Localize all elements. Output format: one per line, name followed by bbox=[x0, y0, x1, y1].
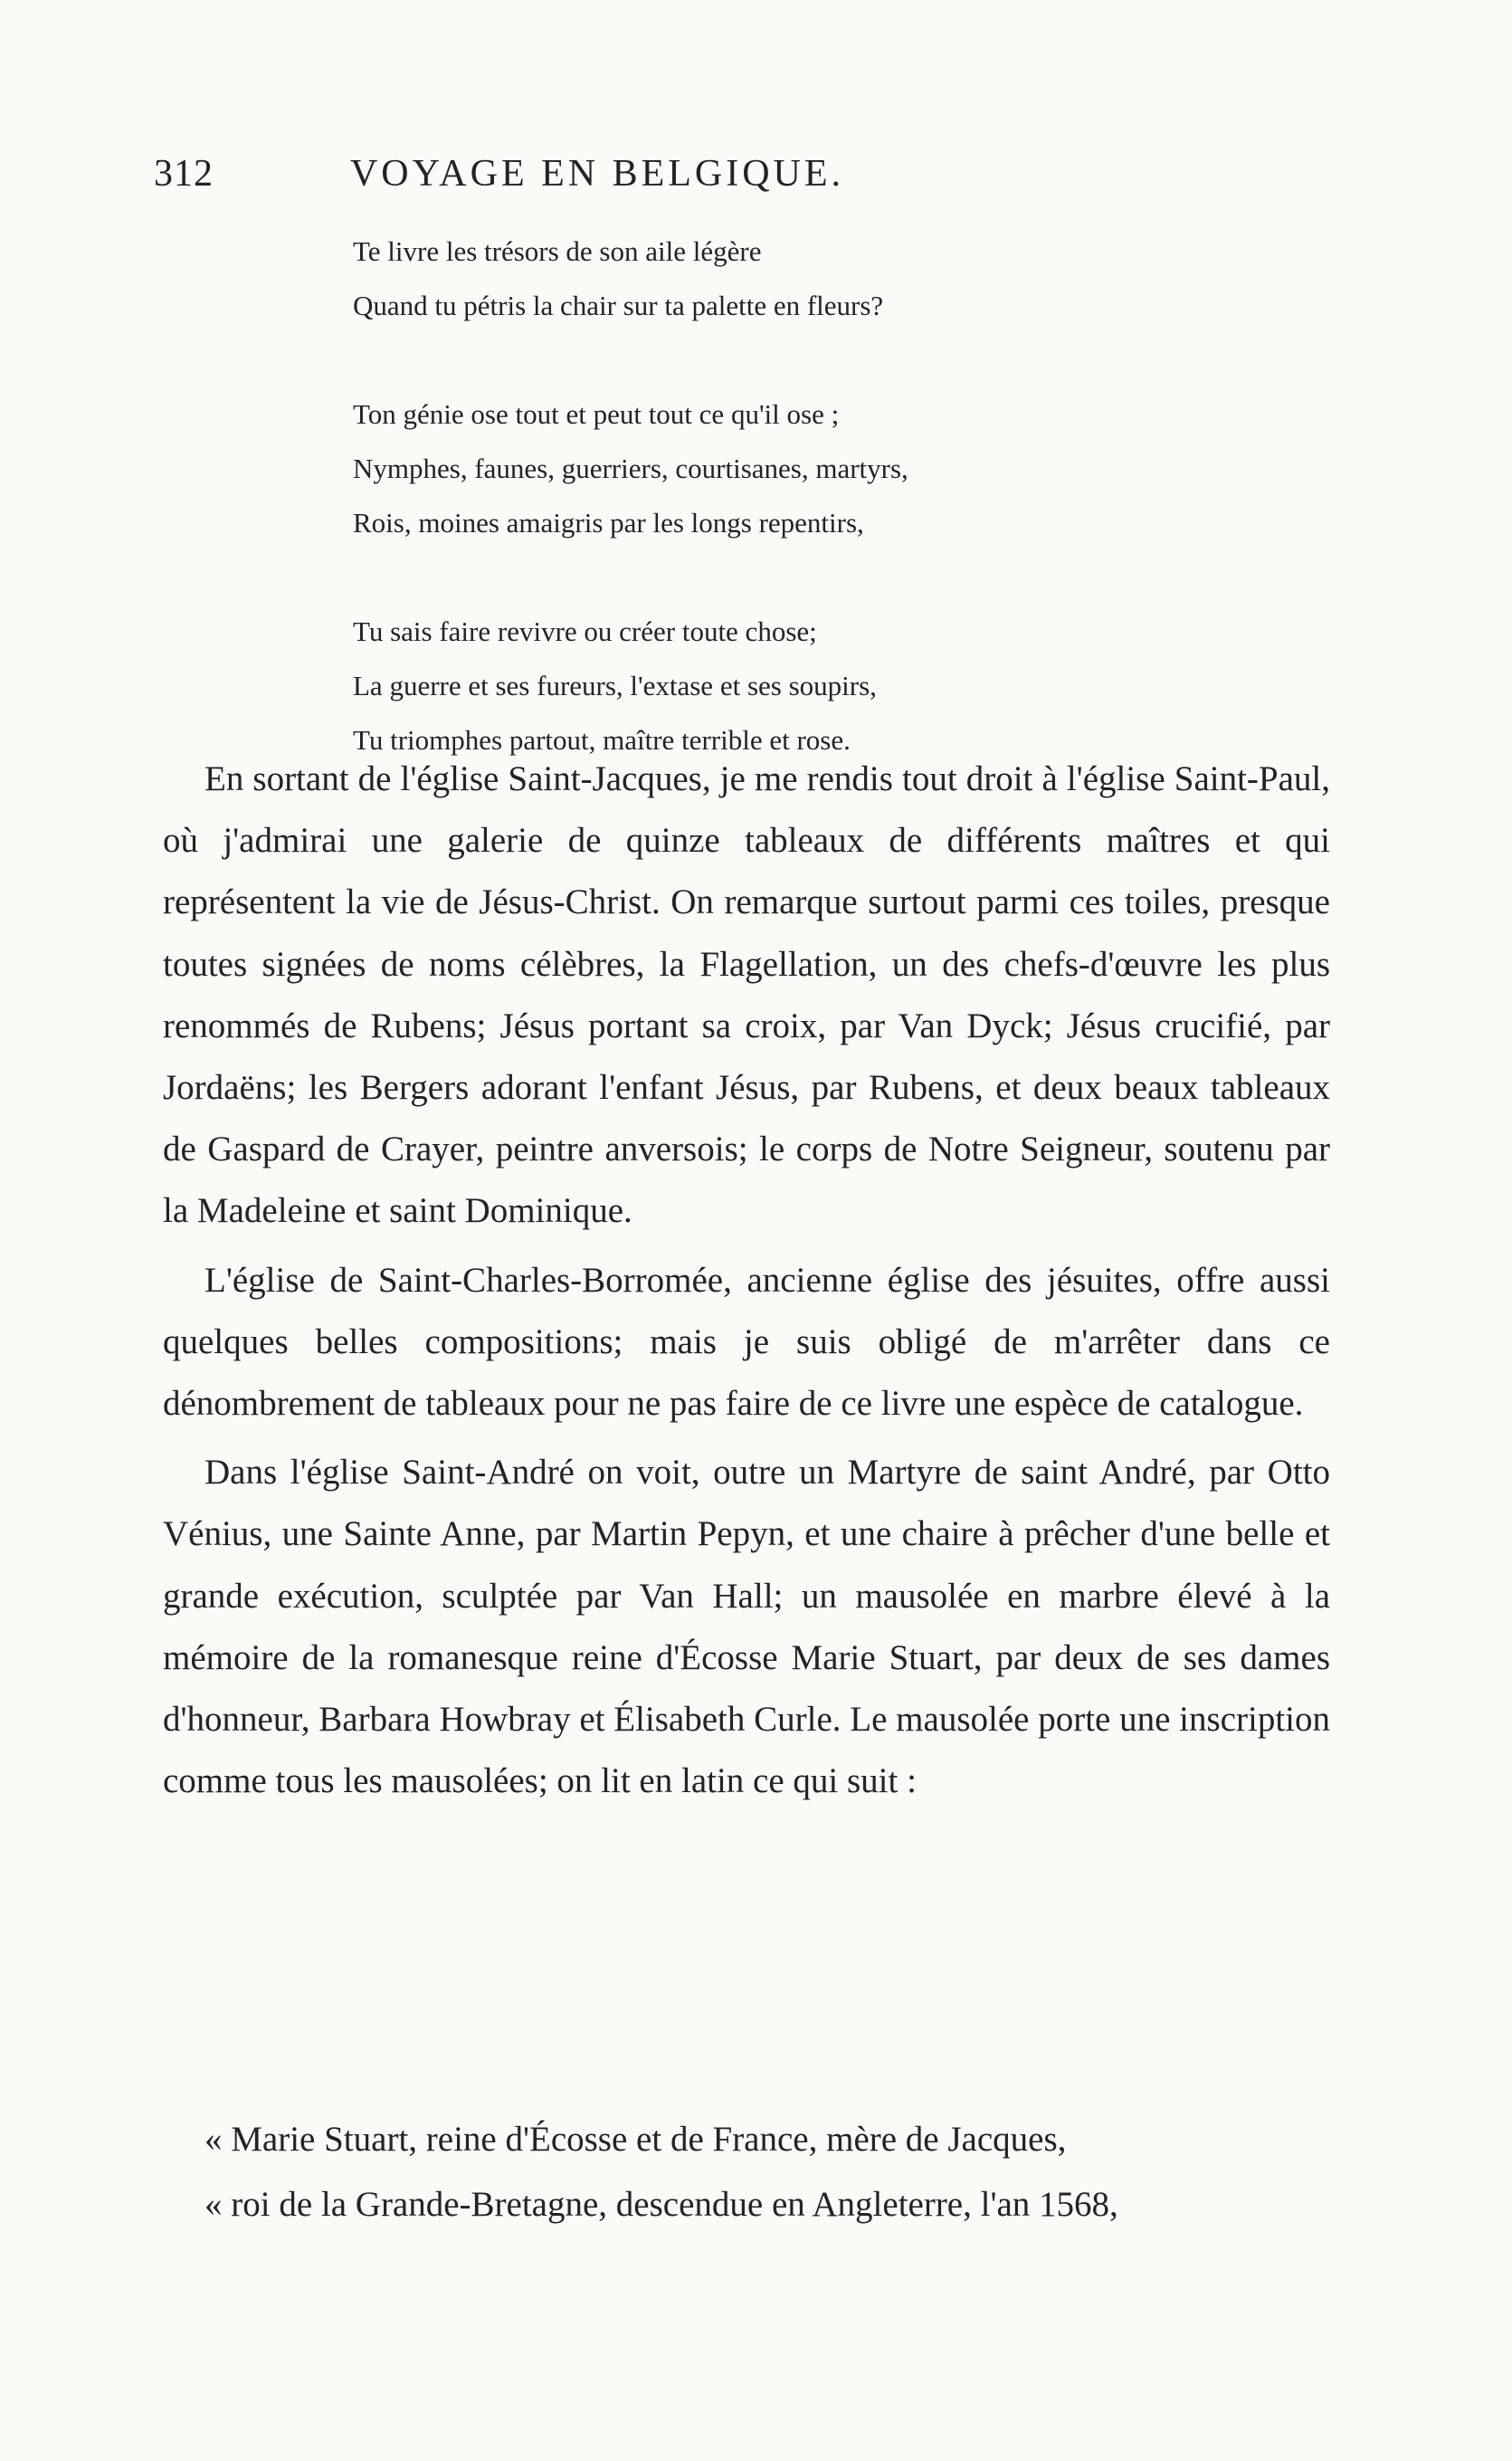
paragraph-saint-paul: En sortant de l'église Saint-Jacques, je me rendis tout droit à l'église Saint-Paul, où j'admirai une galerie de quinze tableaux de différents maîtres et qui représentent la vie de Jésus-Christ. On remarque surtout parmi ces toiles, presque toutes signées de noms célèbres, la Flagellation, un des chefs-d'œuvre les plus renommés de Rubens; Jésus portant sa croix, par Van Dyck; Jésus crucifié, par Jordaëns; les Bergers adorant l'enfant Jésus, par Rubens, et deux beaux tableaux de Gaspard de Crayer, peintre anversois; le corps de Notre Seigneur, soutenu par la Madeleine et saint Dominique. bbox=[163, 759, 1330, 1231]
poem-excerpt bbox=[353, 224, 1077, 768]
verse-line: Quand tu pétris la chair sur ta palette en fleurs? bbox=[353, 290, 884, 321]
verse-line: Ton génie ose tout et peut tout ce qu'il ose ; bbox=[353, 398, 840, 430]
poem-stanza bbox=[353, 224, 1077, 333]
quote-line: « roi de la Grande-Bretagne, descendue en Angleterre, l'an 1568, bbox=[204, 2185, 1118, 2224]
page-header bbox=[154, 152, 1004, 206]
verse-line: Nymphes, faunes, guerriers, courtisanes, martyrs, bbox=[353, 453, 908, 484]
verse-line: Te livre les trésors de son aile légère bbox=[353, 235, 762, 267]
verse-line: Tu sais faire revivre ou créer toute chose; bbox=[353, 615, 817, 647]
running-title: VOYAGE EN BELGIQUE. bbox=[349, 153, 845, 195]
poem-stanza bbox=[353, 387, 1077, 550]
paragraph-saint-andre: Dans l'église Saint-André on voit, outre un Martyre de saint André, par Otto Vénius, une Sainte Anne, par Martin Pepyn, et une chaire à prêcher d'une belle et grande exécution, sculptée par Van Hall; un mausolée en marbre élevé à la mémoire de la romanesque reine d'Écosse Marie Stuart, par deux de ses dames d'honneur, Barbara Howbray et Élisabeth Curle. Le mausolée porte une inscription comme tous les mausolées; on lit en latin ce qui suit : bbox=[163, 1453, 1330, 1801]
page-number: 312 bbox=[154, 153, 214, 195]
verse-line: Tu triomphes partout, maître terrible et rose. bbox=[353, 724, 851, 756]
paragraph-saint-charles-borromee: L'église de Saint-Charles-Borromée, ancienne église des jésuites, offre aussi quelques belles compositions; mais je suis obligé de m'arrêter dans ce dénombrement de tableaux pour ne pas faire de ce livre une espèce de catalogue. bbox=[163, 1260, 1330, 1424]
poem-stanza bbox=[353, 605, 1077, 768]
verse-line: Rois, moines amaigris par les longs repentirs, bbox=[353, 507, 864, 539]
quote-line: « Marie Stuart, reine d'Écosse et de France, mère de Jacques, bbox=[204, 2120, 1067, 2159]
verse-line: La guerre et ses fureurs, l'extase et ses soupirs, bbox=[353, 670, 877, 701]
inscription-quote bbox=[163, 2107, 1330, 2237]
body-text bbox=[163, 749, 1330, 1812]
